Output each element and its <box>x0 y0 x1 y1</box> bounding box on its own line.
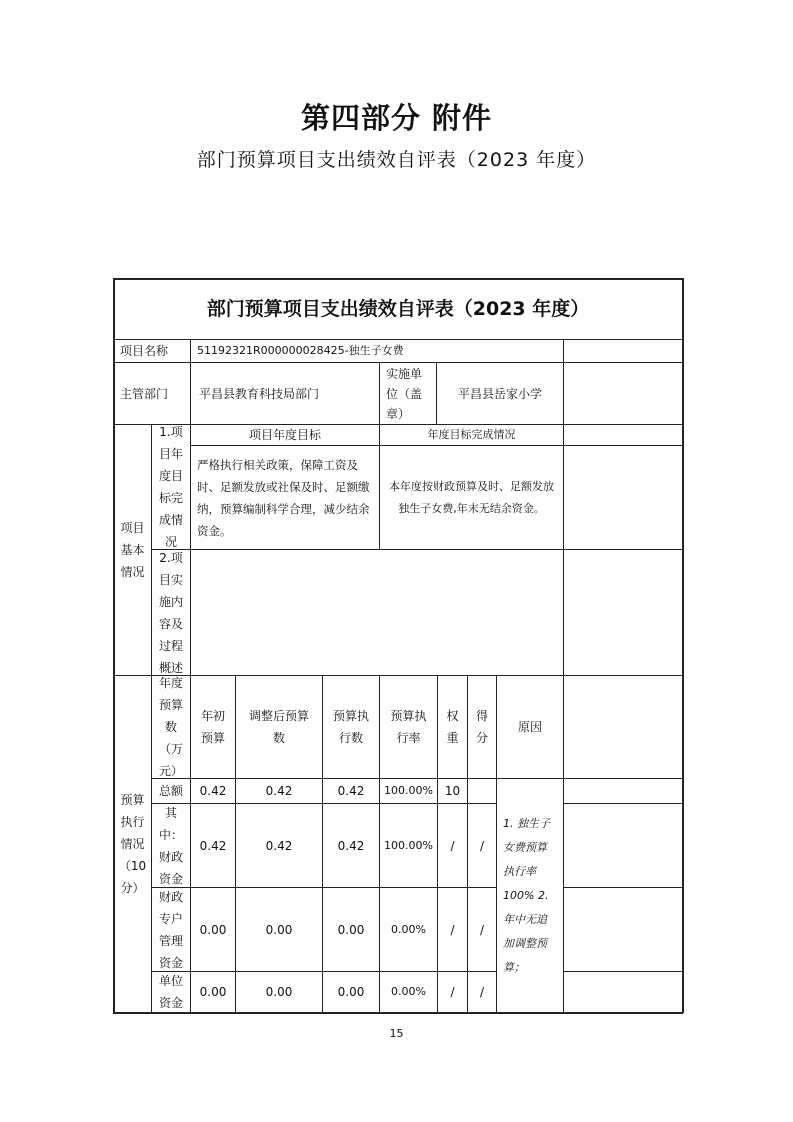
dept-label: 主管部门 <box>120 386 169 401</box>
completion-text: 本年度按财政预算及时、足额发放独生子女费,年末无结余资金。 <box>389 479 554 515</box>
budget-col-header: 原因 <box>517 720 542 734</box>
budget-row-label: 财政专户管理资金 <box>158 889 183 970</box>
budget-cell: / <box>450 838 455 853</box>
completion-header: 年度目标完成情况 <box>427 428 516 441</box>
budget-cell: / <box>450 922 455 937</box>
budget-cell: / <box>479 985 485 999</box>
budget-cell: 0.42 <box>199 838 227 853</box>
budget-col-header: 权重 <box>446 709 459 745</box>
impl-section-label: 2.项目实施内容及过程概述 <box>158 550 183 675</box>
project-name-label: 项目名称 <box>120 344 169 358</box>
page-number: 15 <box>389 1027 404 1040</box>
budget-cell: / <box>479 838 485 853</box>
budget-cell: 0.00% <box>391 985 426 998</box>
budget-cell: 0.00 <box>199 985 227 999</box>
goal-section-label: 1.项目年度目标完成情况 <box>158 425 183 549</box>
budget-col-header: 得分 <box>476 709 489 745</box>
part-title: 第四部分 附件 <box>300 101 493 135</box>
page-subtitle: 部门预算项目支出绩效自评表（2023 年度） <box>196 149 597 171</box>
budget-col-header: 预算执行数 <box>332 709 369 745</box>
budget-col-header: 预算执行率 <box>390 709 427 745</box>
impl-unit-value: 平昌县岳家小学 <box>457 386 542 401</box>
budget-label: 预算执行情况（10分） <box>118 793 147 895</box>
budget-cell: 0.42 <box>337 784 365 798</box>
project-name-value: 51192321R000000028425-独生子女费 <box>197 344 404 357</box>
budget-col-header: 年初预算 <box>200 709 225 745</box>
table-title: 部门预算项目支出绩效自评表（2023 年度） <box>206 298 590 320</box>
budget-cell: 0.00 <box>337 922 365 937</box>
budget-cell: / <box>479 922 485 937</box>
budget-cell: 0.00 <box>265 922 293 937</box>
budget-cell: / <box>450 985 455 999</box>
budget-cell: 100.00% <box>384 838 433 852</box>
goal-text: 严格执行相关政策，保障工资及时、足额发放或社保及时、足额缴纳，预算编制科学合理，减少结余资金。 <box>197 457 370 538</box>
dept-value: 平昌县教育科技局部门 <box>199 386 320 401</box>
impl-text <box>191 550 563 675</box>
budget-cell <box>468 779 496 803</box>
basic-info-label: 项目基本情况 <box>120 521 145 579</box>
budget-cell: 0.42 <box>337 838 365 853</box>
impl-unit-label: 实施单位（盖章） <box>386 366 423 421</box>
budget-col-header: 年度预算数（万元） <box>158 676 183 778</box>
budget-cell: 0.00 <box>199 922 227 937</box>
budget-cell: 0.42 <box>265 838 293 853</box>
budget-cell: 10 <box>444 784 461 798</box>
budget-row-label: 其中：财政资金 <box>158 805 183 886</box>
goal-header: 项目年度目标 <box>248 428 321 442</box>
budget-cell: 0.00% <box>391 922 426 936</box>
budget-cell: 100.00% <box>384 784 433 797</box>
budget-cell: 0.42 <box>265 784 293 798</box>
budget-row-label: 总额 <box>158 784 183 798</box>
budget-cell: 0.00 <box>337 985 365 999</box>
budget-cell: 0.00 <box>265 985 293 999</box>
reason-text: 1. 独生子女费预算执行率100% 2. 年中无追加调整预算； <box>503 816 550 974</box>
budget-cell: 0.42 <box>199 784 227 798</box>
budget-col-header: 调整后预算数 <box>248 709 309 745</box>
budget-row-label: 单位资金 <box>158 974 183 1010</box>
